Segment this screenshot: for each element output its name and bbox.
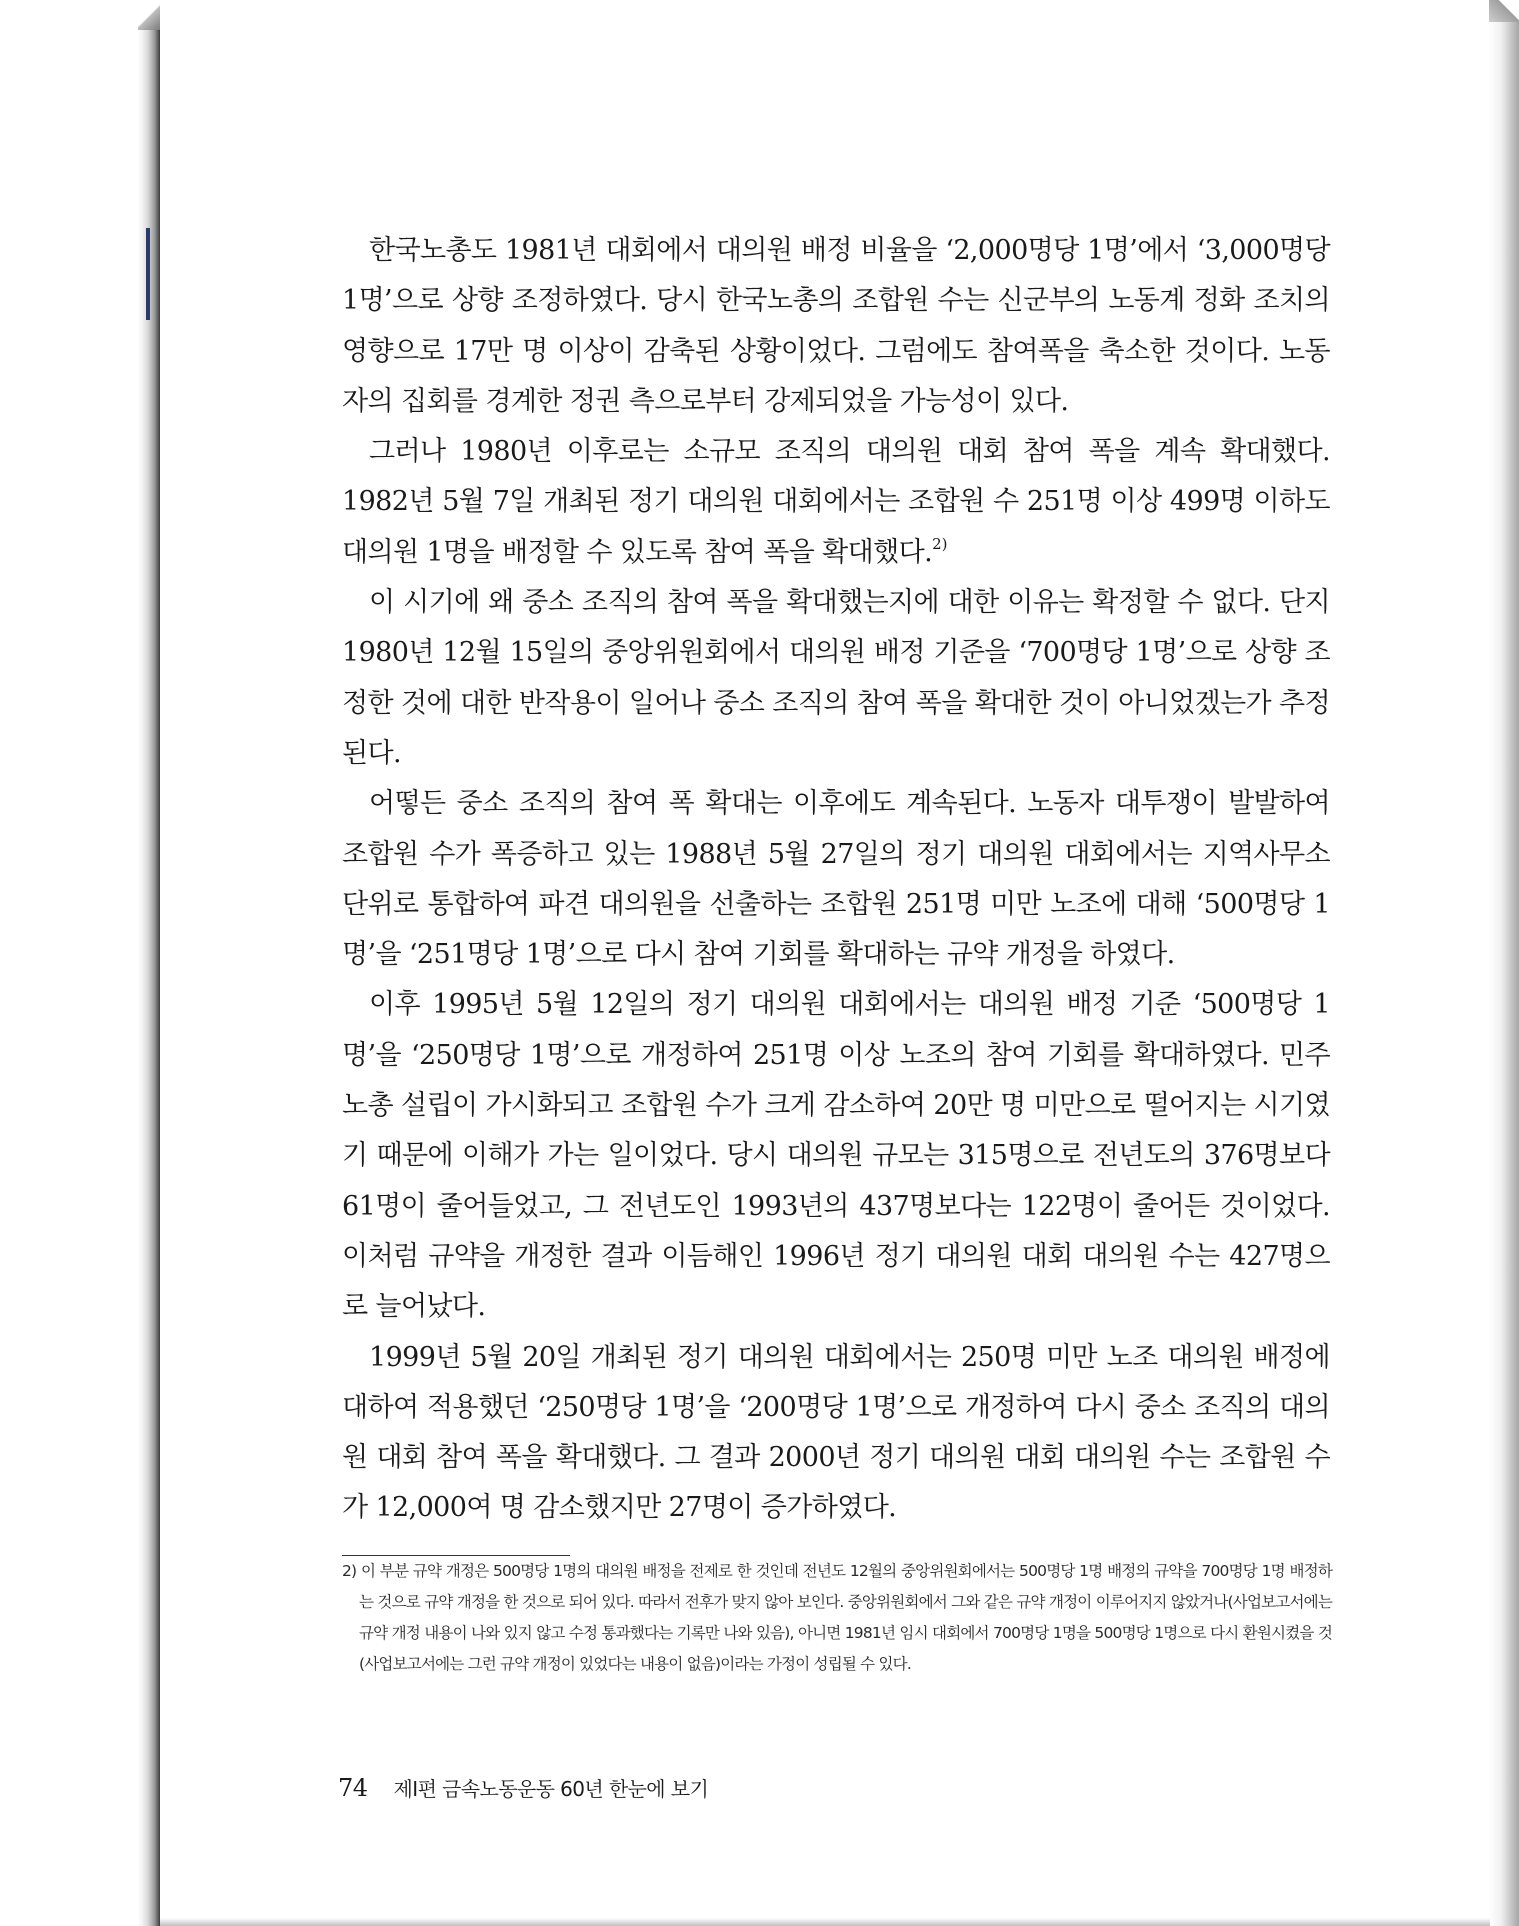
footnote-text: 2) 이 부분 규약 개정은 500명당 1명의 대의원 배정을 전제로 한 것인데 전년도 12월의 중앙위원회에서는 500명당 1명 배정의 규약을 700명당 1명 배정하는 것으로 규약 개정을 한 것으로 되어 있다. 따라서 전후가 맞지 않아 보인다. 중앙위원회에서 그와 같은 규약 개정이 이루어지지 않았거나(사업보고서에는 규약 개정 내용이 나와 있지 않고 수정 통과했다는 기록만 나와 있음), 아니면 1981년 임시 대회에서 700명당 1명을 500명당 1명으로 다시 환원시켰을 것(사업보고서에는 그런 규약 개정이 있었다는 내용이 없음)이라는 가정이 성립될 수 있다. xyxy=(342,1562,1332,1673)
spine-corner-fold xyxy=(138,0,160,30)
paragraph-text: 그러나 1980년 이후로는 소규모 조직의 대의원 대회 참여 폭을 계속 확대했다. 1982년 5월 7일 개최된 정기 대의원 대회에서는 조합원 수 251명 이상 499명 이하도 대의원 1명을 배정할 수 있도록 참여 폭을 확대했다. xyxy=(342,436,1330,568)
spine-color-mark xyxy=(146,228,150,320)
running-title: 제Ⅰ편 금속노동운동 60년 한눈에 보기 xyxy=(393,1777,709,1801)
page-footer xyxy=(338,1773,708,1813)
footnote xyxy=(342,1556,1332,1680)
page-number: 74 xyxy=(338,1774,368,1802)
footnote-reference: 2) xyxy=(932,534,948,553)
paragraph: 1999년 5월 20일 개최된 정기 대의원 대회에서는 250명 미만 노조 대의원 배정에 대하여 적용했던 ‘250명당 1명’을 ‘200명당 1명’으로 개정하여 다시 중소 조직의 대의원 대회 참여 폭을 확대했다. 그 결과 2000년 정기 대의원 대회 대의원 수는 조합원 수가 12,000여 명 감소했지만 27명이 증가하였다. xyxy=(342,1341,1330,1524)
paragraph: 한국노총도 1981년 대회에서 대의원 배정 비율을 ‘2,000명당 1명’에서 ‘3,000명당 1명’으로 상향 조정하였다. 당시 한국노총의 조합원 수는 신군부의 노동계 정화 조치의 영향으로 17만 명 이상이 감축된 상황이었다. 그럼에도 참여폭을 축소한 것이다. 노동자의 집회를 경계한 정권 측으로부터 강제되었을 가능성이 있다. xyxy=(342,235,1330,417)
paragraph: 이 시기에 왜 중소 조직의 참여 폭을 확대했는지에 대한 이유는 확정할 수 없다. 단지 1980년 12월 15일의 중앙위원회에서 대의원 배정 기준을 ‘700명당 1명’으로 상향 조정한 것에 대한 반작용이 일어나 중소 조직의 참여 폭을 확대한 것이 아니었겠는가 추정된다. xyxy=(342,587,1330,769)
paragraph-with-footnote xyxy=(342,427,1330,578)
right-page-shadow xyxy=(1489,0,1519,1926)
paragraph: 이후 1995년 5월 12일의 정기 대의원 대회에서는 대의원 배정 기준 ‘500명당 1명’을 ‘250명당 1명’으로 개정하여 251명 이상 노조의 참여 기회를 확대하였다. 민주노총 설립이 가시화되고 조합원 수가 크게 감소하여 20만 명 미만으로 떨어지는 시기였기 때문에 이해가 가는 일이었다. 당시 대의원 규모는 315명으로 전년도의 376명보다 61명이 줄어들었고, 그 전년도인 1993년의 437명보다는 122명이 줄어든 것이었다. 이처럼 규약을 개정한 결과 이듬해인 1996년 정기 대의원 대회 대의원 수는 427명으로 늘어났다. xyxy=(342,989,1330,1323)
body-text xyxy=(342,226,1330,1534)
paragraph: 어떻든 중소 조직의 참여 폭 확대는 이후에도 계속된다. 노동자 대투쟁이 발발하여 조합원 수가 폭증하고 있는 1988년 5월 27일의 정기 대의원 대회에서는 지역사무소 단위로 통합하여 파견 대의원을 선출하는 조합원 251명 미만 노조에 대해 ‘500명당 1명’을 ‘251명당 1명’으로 다시 참여 기회를 확대하는 규약 개정을 하였다. xyxy=(342,788,1330,971)
right-corner-fold xyxy=(1489,0,1519,22)
bottom-page-shadow xyxy=(160,1918,1490,1926)
